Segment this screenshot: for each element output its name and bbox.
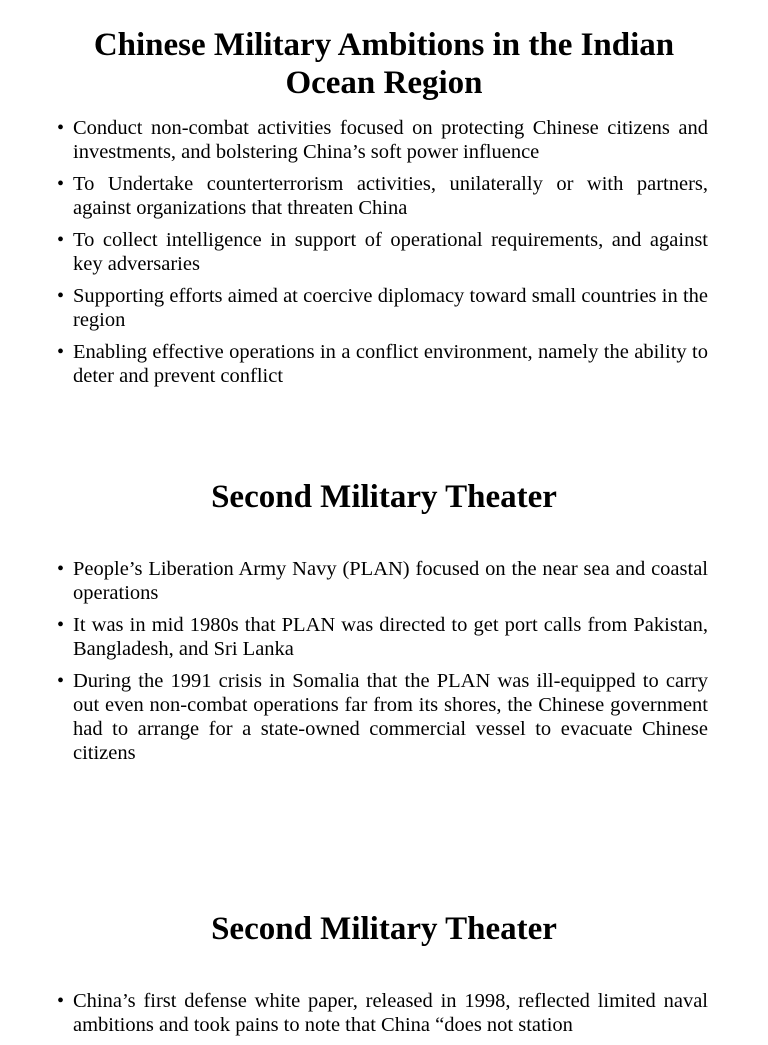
slide-3-title: Second Military Theater bbox=[211, 911, 557, 947]
bullet-item bbox=[0, 557, 768, 605]
bullet-icon: • bbox=[57, 285, 65, 307]
bullet-text: Supporting efforts aimed at coercive diplomacy toward small countries in the region bbox=[73, 285, 708, 331]
bullet-text: To collect intelligence in support of operational requirements, and against key adversaries bbox=[73, 229, 708, 275]
bullet-text: China’s first defense white paper, released in 1998, reflected limited naval ambitions and took pains to note that China “does not station bbox=[73, 990, 708, 1036]
slide-2-title: Second Military Theater bbox=[211, 479, 557, 515]
bullet-item bbox=[0, 989, 768, 1037]
bullet-item bbox=[0, 284, 768, 332]
slide-2-bullet-list bbox=[0, 557, 768, 765]
bullet-icon: • bbox=[57, 341, 65, 363]
bullet-text: People’s Liberation Army Navy (PLAN) focused on the near sea and coastal operations bbox=[73, 558, 708, 604]
bullet-icon: • bbox=[57, 670, 65, 692]
slide-1-title: Chinese Military Ambitions in the Indian Ocean Region bbox=[93, 27, 675, 101]
bullet-item bbox=[0, 116, 768, 164]
slide-2 bbox=[0, 478, 768, 773]
bullet-icon: • bbox=[57, 117, 65, 139]
bullet-icon: • bbox=[57, 614, 65, 636]
bullet-text: Conduct non-combat activities focused on protecting Chinese citizens and investments, and bolstering China’s soft power influence bbox=[73, 117, 708, 163]
bullet-item bbox=[0, 172, 768, 220]
bullet-item bbox=[0, 340, 768, 388]
slide-1 bbox=[0, 26, 768, 396]
bullet-icon: • bbox=[57, 990, 65, 1012]
bullet-text: During the 1991 crisis in Somalia that the PLAN was ill-equipped to carry out even non-combat operations far from its shores, the Chinese government had to arrange for a state-owned commercial vessel to evacuate Chinese citizens bbox=[73, 670, 708, 764]
bullet-icon: • bbox=[57, 558, 65, 580]
slide-3-bullet-list bbox=[0, 989, 768, 1037]
bullet-text: To Undertake counterterrorism activities, unilaterally or with partners, against organizations that threaten China bbox=[73, 173, 708, 219]
bullet-text: It was in mid 1980s that PLAN was directed to get port calls from Pakistan, Bangladesh, and Sri Lanka bbox=[73, 614, 708, 660]
bullet-item bbox=[0, 613, 768, 661]
bullet-item bbox=[0, 228, 768, 276]
bullet-icon: • bbox=[57, 229, 65, 251]
bullet-item bbox=[0, 669, 768, 765]
bullet-text: Enabling effective operations in a conflict environment, namely the ability to deter and prevent conflict bbox=[73, 341, 708, 387]
slide-3 bbox=[0, 910, 768, 1045]
bullet-icon: • bbox=[57, 173, 65, 195]
slide-1-bullet-list bbox=[0, 116, 768, 388]
